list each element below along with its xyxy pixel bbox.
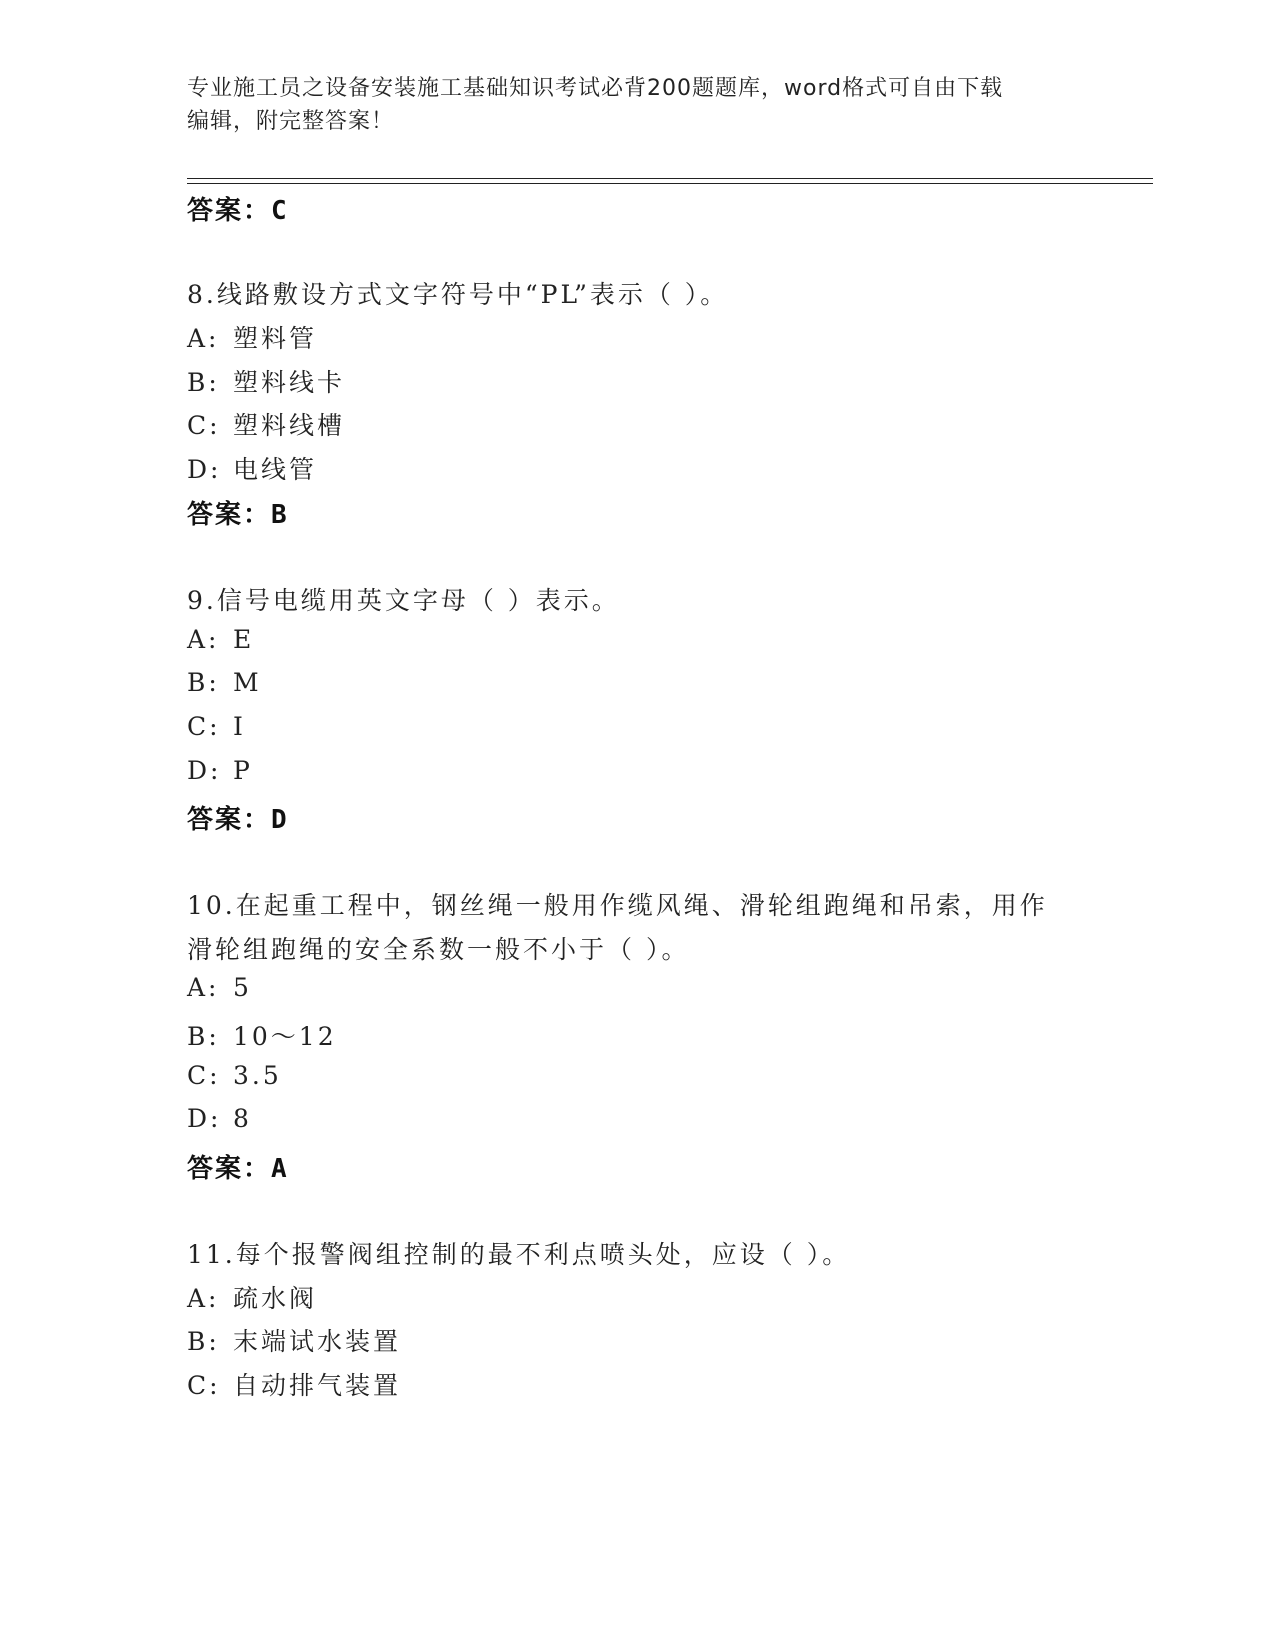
- question-10-stem-line-2: 滑轮组跑绳的安全系数一般不小于（ ）。: [187, 935, 690, 964]
- header-rule-top: [187, 178, 1153, 179]
- option-text: I: [233, 712, 246, 741]
- answer-value: B: [271, 500, 289, 530]
- question-10-stem-line-1: 10.在起重工程中，钢丝绳一般用作缆风绳、滑轮组跑绳和吊索，用作: [187, 891, 1048, 920]
- question-11-option-a: [187, 1279, 317, 1315]
- question-9-option-a: [187, 625, 254, 654]
- option-letter: C:: [187, 411, 221, 440]
- answer-question-9: [187, 799, 289, 836]
- option-letter: C:: [187, 1061, 221, 1090]
- answer-label: 答案：: [187, 1154, 272, 1184]
- option-text: M: [233, 668, 262, 697]
- option-text: 3.5: [233, 1061, 282, 1090]
- option-letter: A:: [187, 973, 220, 1002]
- answer-value: A: [271, 1154, 289, 1184]
- option-letter: D:: [187, 455, 222, 484]
- question-10-option-a: [187, 973, 252, 1002]
- option-text: 10～12: [233, 1022, 337, 1051]
- option-text: 塑料线槽: [233, 411, 346, 440]
- question-8-option-d: [187, 450, 317, 486]
- option-text: 塑料管: [233, 324, 318, 353]
- question-9-option-d: [187, 756, 253, 785]
- answer-question-10: [187, 1148, 289, 1185]
- answer-label: 答案：: [187, 196, 272, 226]
- answer-question-8: [187, 494, 289, 531]
- question-9-stem: 9.信号电缆用英文字母（ ）表示。: [187, 586, 620, 615]
- option-letter: A:: [187, 1284, 220, 1313]
- option-letter: B:: [187, 668, 220, 697]
- header-line-1: 专业施工员之设备安装施工基础知识考试必背200题题库，word格式可自由下载: [187, 76, 1004, 101]
- question-11-option-c: [187, 1366, 401, 1402]
- answer-value: C: [271, 196, 289, 226]
- option-text: 电线管: [233, 455, 318, 484]
- header-line-2: 编辑，附完整答案！: [187, 109, 395, 134]
- option-letter: B:: [187, 368, 220, 397]
- answer-label: 答案：: [187, 805, 272, 835]
- question-8-stem: 8.线路敷设方式文字符号中“PL”表示（ ）。: [187, 280, 729, 309]
- option-text: 塑料线卡: [233, 368, 346, 397]
- option-text: 疏水阀: [233, 1284, 318, 1313]
- question-10-option-d: [187, 1104, 252, 1133]
- question-11-stem: 11.每个报警阀组控制的最不利点喷头处，应设（ ）。: [187, 1240, 851, 1269]
- option-letter: B:: [187, 1022, 220, 1051]
- question-8-option-c: [187, 406, 345, 442]
- option-text: P: [233, 756, 253, 785]
- option-letter: D:: [187, 756, 222, 785]
- document-header: [187, 72, 1067, 138]
- option-text: E: [233, 625, 255, 654]
- question-11-option-b: [187, 1322, 401, 1358]
- option-text: 末端试水装置: [233, 1327, 402, 1356]
- question-9-option-c: [187, 712, 246, 741]
- answer-prev: [187, 190, 289, 227]
- option-letter: A:: [187, 625, 220, 654]
- answer-label: 答案：: [187, 500, 272, 530]
- option-letter: D:: [187, 1104, 222, 1133]
- option-letter: A:: [187, 324, 220, 353]
- option-letter: C:: [187, 1371, 221, 1400]
- answer-value: D: [271, 805, 289, 835]
- option-text: 8: [233, 1104, 252, 1133]
- option-letter: C:: [187, 712, 221, 741]
- option-text: 5: [233, 973, 252, 1002]
- question-8-option-b: [187, 363, 345, 399]
- header-rule-bottom: [187, 183, 1153, 184]
- question-10-option-b: [187, 1017, 337, 1053]
- question-8-option-a: [187, 319, 317, 355]
- option-text: 自动排气装置: [233, 1371, 402, 1400]
- question-9-option-b: [187, 668, 262, 697]
- question-10-option-c: [187, 1061, 282, 1090]
- option-letter: B:: [187, 1327, 220, 1356]
